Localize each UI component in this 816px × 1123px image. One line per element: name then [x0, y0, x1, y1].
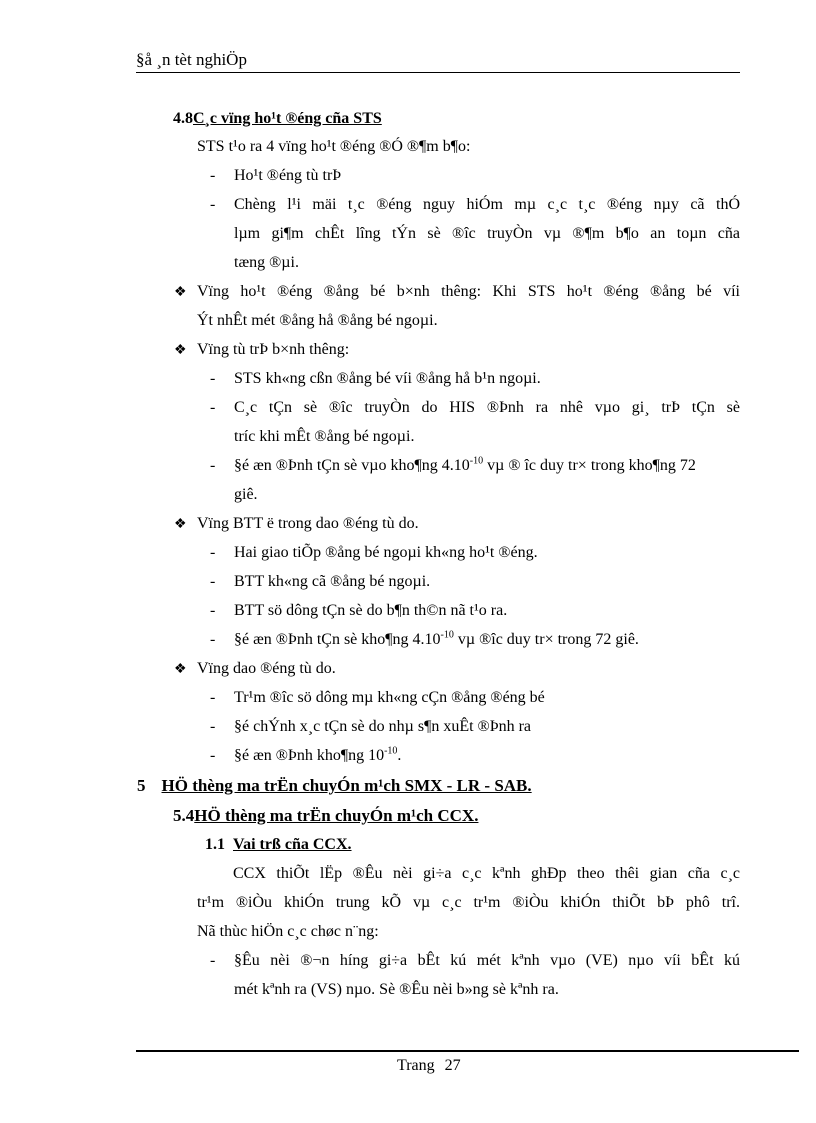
paragraph-line: Nã thùc hiÖn c¸c chøc n¨ng: — [197, 923, 379, 940]
superscript: -10 — [384, 745, 398, 757]
text-part: §é æn ®Þnh tÇn sè kho¶ng 4.10 — [234, 631, 441, 648]
dash-bullet: - — [210, 573, 216, 590]
list-item — [234, 456, 696, 476]
diamond-bullet-icon: ❖ — [174, 285, 187, 300]
dash-bullet: - — [210, 544, 216, 561]
dash-bullet: - — [210, 196, 216, 213]
list-item: Hai giao tiÕp ®ång bé ngoµi kh«ng ho¹t ®éng. — [234, 544, 538, 561]
page-number: 27 — [444, 1057, 461, 1074]
dash-bullet: - — [210, 747, 216, 764]
header-rule — [136, 72, 740, 73]
list-item-cont: tæng ®µi. — [234, 254, 299, 271]
heading-number: 5 — [137, 776, 146, 795]
list-item: Tr¹m ®îc sö dông mµ kh«ng cÇn ®ång ®éng bé — [234, 689, 545, 706]
dash-bullet: - — [210, 718, 216, 735]
dash-bullet: - — [210, 399, 216, 416]
page-footer — [397, 1056, 461, 1076]
running-header: §å ¸n tèt nghiÖp — [136, 50, 247, 69]
section-heading-5-4 — [173, 806, 478, 826]
superscript: -10 — [469, 455, 484, 467]
text-part: vµ ® îc duy tr× trong kho¶ng 72 — [483, 457, 696, 474]
heading-text: Vai trß cña CCX. — [233, 836, 352, 853]
dash-bullet: - — [210, 602, 216, 619]
list-item: C¸c tÇn sè ®îc truyÒn do HIS ®Þnh ra nhê vµo gi¸ trÞ tÇn sè — [234, 399, 740, 416]
dash-bullet: - — [210, 631, 216, 648]
section-heading-5 — [137, 776, 532, 796]
diamond-bullet-icon: ❖ — [174, 343, 187, 358]
list-item: Ho¹t ®éng tù trÞ — [234, 167, 342, 184]
intro-line: STS t¹o ra 4 vïng ho¹t ®éng ®Ó ®¶m b¶o: — [197, 138, 471, 155]
section-heading-1-1 — [205, 835, 352, 855]
list-item: §é chÝnh x¸c tÇn sè do nhµ s¶n xuÊt ®Þnh ra — [234, 718, 532, 735]
zone-item: Vïng tù trÞ b×nh thêng: — [197, 341, 350, 358]
heading-text: HÖ thèng ma trËn chuyÓn m¹ch CCX. — [194, 806, 479, 825]
diamond-bullet-icon: ❖ — [174, 517, 187, 532]
list-item-cont: tríc khi mÊt ®ång bé ngoµi. — [234, 428, 415, 445]
dash-bullet: - — [210, 689, 216, 706]
page-label: Trang — [397, 1057, 435, 1074]
list-item: BTT sö dông tÇn sè do b¶n th©n nã t¹o ra. — [234, 602, 508, 619]
section-heading-4-8 — [173, 109, 382, 129]
paragraph-line: tr¹m ®iÒu khiÓn trung kÕ vµ c¸c tr¹m ®iÒu khiÓn thiÕt bÞ phô trî. — [197, 894, 740, 911]
heading-number: 4.8 — [173, 110, 193, 127]
paragraph-line: CCX thiÕt lËp ®Êu nèi gi÷a c¸c kªnh ghÐp theo thêi gian cña c¸c — [233, 865, 740, 882]
heading-text: HÖ thèng ma trËn chuyÓn m¹ch SMX - LR - SAB. — [161, 776, 532, 795]
diamond-bullet-icon: ❖ — [174, 662, 187, 677]
dash-bullet: - — [210, 952, 216, 969]
list-item: BTT kh«ng cã ®ång bé ngoµi. — [234, 573, 431, 590]
zone-item: Vïng dao ®éng tù do. — [197, 660, 336, 677]
list-item: STS kh«ng cßn ®ång bé víi ®ång hå b¹n ngoµi. — [234, 370, 541, 387]
zone-item-cont: Ýt nhÊt mét ®ång hå ®ång bé ngoµi. — [197, 312, 438, 329]
list-item-cont: giê. — [234, 486, 258, 503]
list-item: Chèng l¹i mäi t¸c ®éng nguy hiÓm mµ c¸c t¸c ®éng nµy cã thÓ — [234, 196, 740, 213]
list-item-cont: mét kªnh ra (VS) nµo. Sè ®Êu nèi b»ng sè kªnh ra. — [234, 981, 559, 998]
dash-bullet: - — [210, 167, 216, 184]
dash-bullet: - — [210, 370, 216, 387]
list-item — [234, 746, 401, 766]
text-part: . — [397, 747, 402, 764]
zone-item: Vïng ho¹t ®éng ®ång bé b×nh thêng: Khi STS ho¹t ®éng ®ång bé víi — [197, 283, 740, 300]
list-item: §Êu nèi ®¬n híng gi÷a bÊt kú mét kªnh vµo (VE) nµo víi bÊt kú — [234, 952, 740, 969]
heading-text: C¸c vïng ho¹t ®éng cña STS — [193, 110, 382, 127]
heading-number: 1.1 — [205, 836, 225, 853]
dash-bullet: - — [210, 457, 216, 474]
list-item-cont: lµm gi¶m chÊt lîng tÝn sè ®îc truyÒn vµ ®¶m b¶o an toµn cña — [234, 225, 740, 242]
text-part: vµ ®îc duy tr× trong 72 giê. — [453, 631, 639, 648]
superscript: -10 — [440, 629, 454, 641]
text-part: §é æn ®Þnh tÇn sè vµo kho¶ng 4.10 — [234, 457, 470, 474]
list-item — [234, 630, 639, 650]
footer-rule — [136, 1050, 799, 1052]
text-part: §é æn ®Þnh kho¶ng 10 — [234, 747, 385, 764]
zone-item: Vïng BTT ë trong dao ®éng tù do. — [197, 515, 419, 532]
heading-number: 5.4 — [173, 806, 195, 825]
